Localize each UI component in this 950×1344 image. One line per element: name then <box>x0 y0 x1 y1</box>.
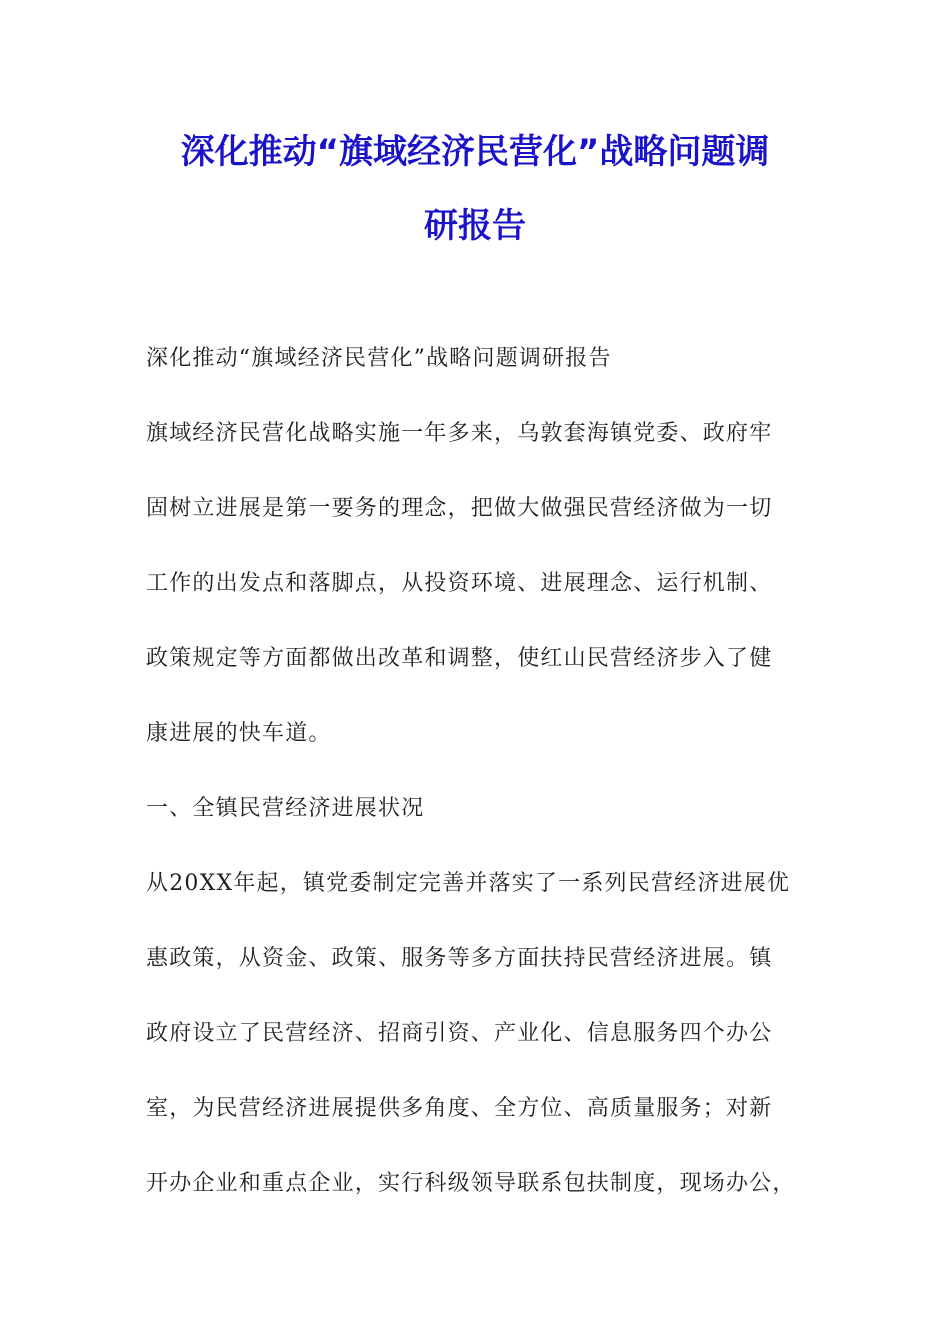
body-line: 康进展的快车道。 <box>146 721 332 746</box>
body-line: 室，为民营经济进展提供多角度、全方位、高质量服务；对新 <box>146 1096 773 1121</box>
body-line: 从20XX年起，镇党委制定完善并落实了一系列民营经济进展优 <box>146 871 791 896</box>
body-line: 旗域经济民营化战略实施一年多来，乌敦套海镇党委、政府牢 <box>146 421 773 446</box>
section-heading: 一、全镇民营经济进展状况 <box>146 796 425 821</box>
body-line: 固树立进展是第一要务的理念，把做大做强民营经济做为一切 <box>146 496 773 521</box>
body-line: 政府设立了民营经济、招商引资、产业化、信息服务四个办公 <box>146 1021 773 1046</box>
body-line: 惠政策，从资金、政策、服务等多方面扶持民营经济进展。镇 <box>146 946 773 971</box>
body-line: 政策规定等方面都做出改革和调整，使红山民营经济步入了健 <box>146 646 773 671</box>
body-line: 开办企业和重点企业，实行科级领导联系包扶制度，现场办公， <box>146 1171 796 1196</box>
document-title-line-2: 研报告 <box>424 206 526 246</box>
body-line-subtitle: 深化推动“旗域经济民营化”战略问题调研报告 <box>146 346 612 371</box>
body-line: 工作的出发点和落脚点，从投资环境、进展理念、运行机制、 <box>146 571 773 596</box>
document-title-line-1: 深化推动“旗域经济民营化”战略问题调 <box>180 132 770 172</box>
